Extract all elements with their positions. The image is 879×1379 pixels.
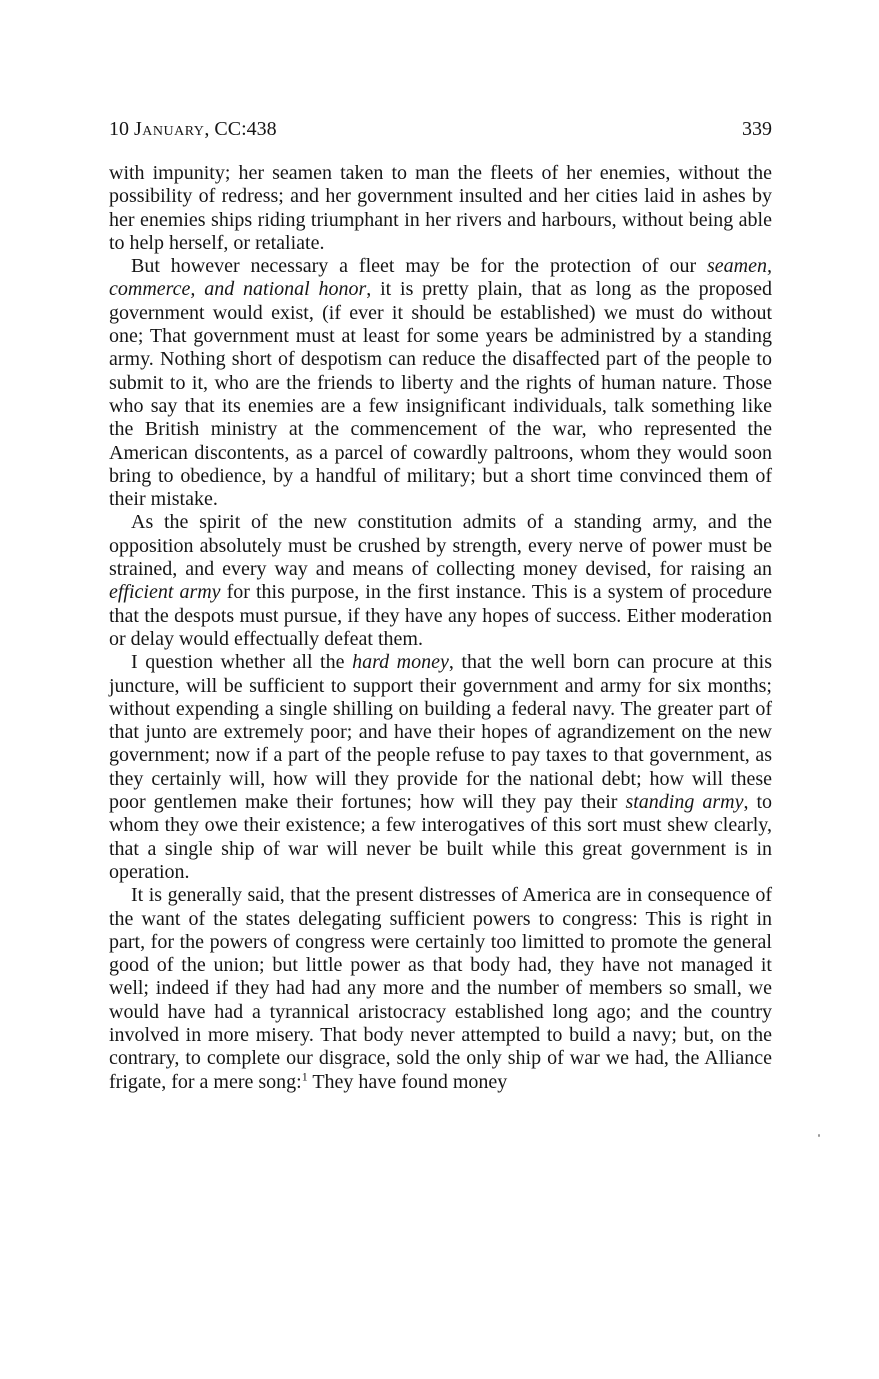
text-run: But however necessary a fleet may be for the protection of our bbox=[131, 255, 708, 278]
paragraph bbox=[109, 511, 772, 651]
paragraph bbox=[109, 651, 772, 884]
body-text bbox=[109, 162, 772, 1094]
text-run: , it is pretty plain, that as long as the proposed government would exist, (if ever it should be established) we must do without one; That government must at least for some years be administred by a standing army. Nothing short of despotism can reduce the disaffected part of the people to submit to it, who are the friends to liberty and the rights of human nature. Those who say that its enemies are a few insignificant individuals, talk something like the British ministry at the commencement of the war, who represented the American discontents, as a parcel of cowardly paltroons, whom they would soon bring to obedience, by a handful of military; but a short time convinced them of their mistake. bbox=[109, 278, 773, 511]
running-head bbox=[109, 116, 772, 162]
italic-phrase: efficient army bbox=[109, 581, 221, 604]
text-run: , to whom they owe their existence; a few interogatives of this sort must shew clearly, that a single ship of war will never be built while this great government is in operation. bbox=[109, 791, 773, 883]
date-day: 10 bbox=[109, 118, 129, 140]
text-run: I question whether all the bbox=[131, 651, 353, 674]
page-number: 339 bbox=[742, 118, 772, 140]
book-page bbox=[109, 116, 772, 1094]
text-run: for this purpose, in the first instance. This is a system of procedure that the despots must pursue, if they have any hopes of success. Either moderation or delay would effectually defeat them. bbox=[109, 581, 772, 650]
scan-speck bbox=[818, 1134, 820, 1137]
document-reference: , CC:438 bbox=[204, 118, 277, 140]
paragraph bbox=[109, 162, 772, 255]
italic-phrase: seamen, commerce, and national honor bbox=[109, 255, 772, 301]
text-run: with impunity; her seamen taken to man the fleets of her enemies, without the possibility of redress; and her government insulted and her cities laid in ashes by her enemies ships riding triumphant in her rivers and harbours, without being able to help herself, or retaliate. bbox=[109, 162, 772, 254]
footnote-reference: 1 bbox=[301, 1068, 308, 1083]
paragraph bbox=[109, 255, 772, 511]
text-run: , that the well born can procure at this juncture, will be sufficient to support their government and army for six months; without expending a single shilling on building a federal navy. The greater part of that junto are extremely poor; and have their hopes of agrandizement on the new government; now if a part of the people refuse to pay taxes to that government, as they certainly will, how will they provide for the national debt; how will these poor gentlemen make their fortunes; how will they pay their bbox=[109, 651, 772, 814]
running-head-left bbox=[109, 116, 277, 142]
date-month: January bbox=[134, 118, 205, 140]
paragraph bbox=[109, 884, 772, 1094]
italic-phrase: standing army bbox=[625, 791, 744, 814]
text-run: As the spirit of the new constitution admits of a standing army, and the opposition absolutely must be crushed by strength, every nerve of power must be strained, and every way and means of collecting money devised, for raising an bbox=[109, 511, 772, 581]
italic-phrase: hard money bbox=[352, 651, 449, 674]
text-run: It is generally said, that the present distresses of America are in consequence of the want of the states delegating sufficient powers to congress: This is right in part, for the powers of congress were certainly too limitted to promote the general good of the union; but little power as that body had, they have not managed it well; indeed if they had had any more and the number of members so small, we would have had a tyrannical aristocracy established long ago; and the country involved in more misery. That body never attempted to build a navy; but, on the contrary, to complete our disgrace, sold the only ship of war we had, the Alliance frigate, for a mere song: bbox=[109, 884, 772, 1093]
text-run: They have found money bbox=[307, 1070, 508, 1093]
